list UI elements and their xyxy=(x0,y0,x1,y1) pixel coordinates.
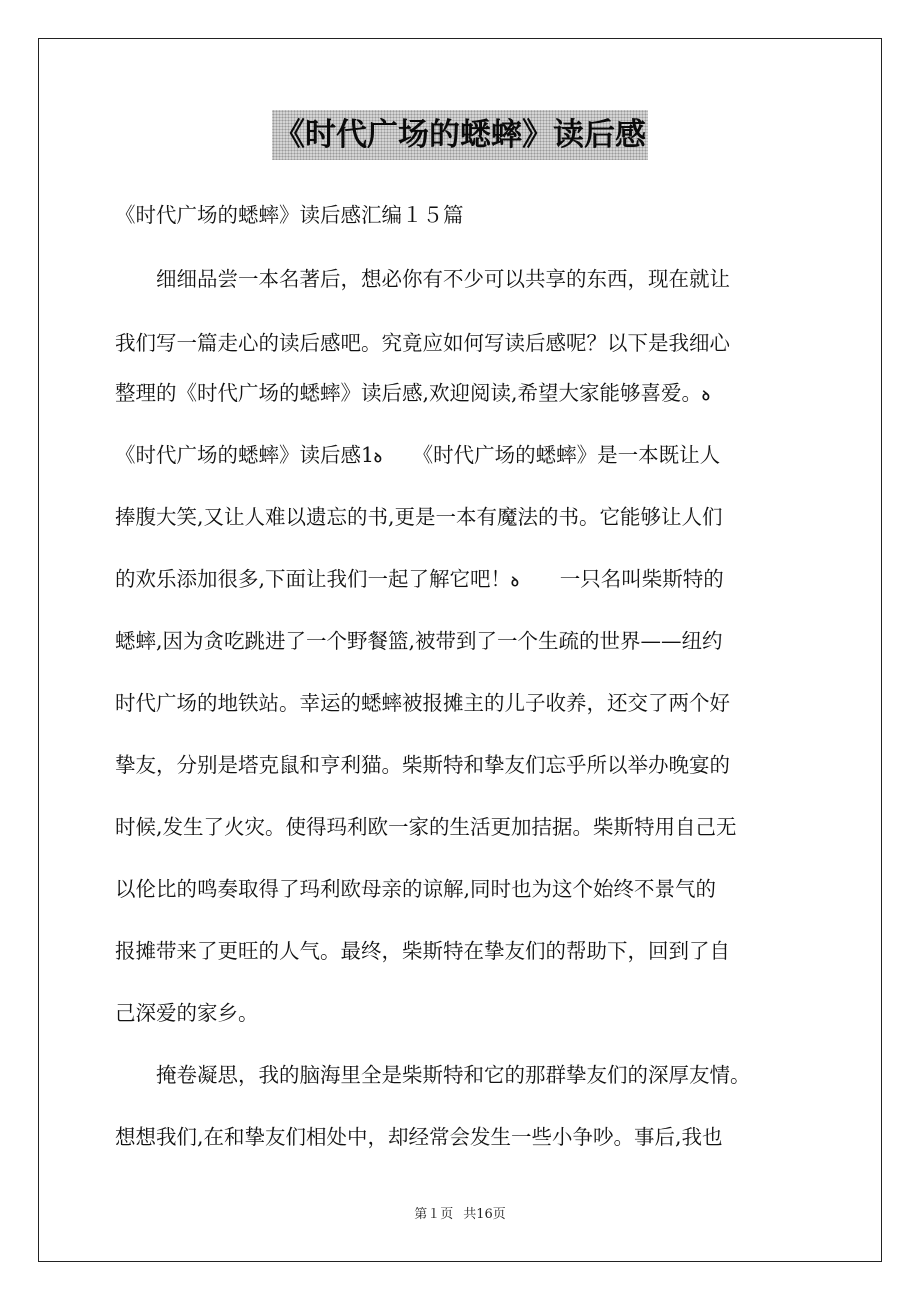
body-line-14: 掩卷凝思，我的脑海里全是柴斯特和它的那群挚友们的深厚友情。 xyxy=(115,1063,751,1087)
body-line-4 xyxy=(115,439,810,475)
section-heading-1: 《时代广场的蟋蟀》读后感1 xyxy=(115,443,375,467)
body-line-8: 时代广场的地铁站。幸运的蟋蟀被报摊主的儿子收养，还交了两个好 xyxy=(115,691,730,715)
paragraph-mark-icon: ꝺ xyxy=(374,451,382,466)
body-line-10: 时候,发生了火灾。使得玛利欧一家的生活更加拮据。柴斯特用自己无 xyxy=(115,815,737,839)
paragraph-mark-icon: ꝺ xyxy=(511,575,519,590)
body-line-6-text: 的欢乐添加很多,下面让我们一起了解它吧！ xyxy=(115,567,512,591)
page-number: 第１页 xyxy=(414,1207,454,1222)
body-line-15: 想想我们,在和挚友们相处中，却经常会发生一些小争吵。事后,我也 xyxy=(115,1125,723,1149)
body-line-3-text: 整理的《时代广场的蟋蟀》读后感,欢迎阅读,希望大家能够喜爱。 xyxy=(115,381,703,405)
paragraph-mark-icon: ꝺ xyxy=(702,389,710,404)
title-container xyxy=(0,110,920,160)
body-line-3 xyxy=(115,377,810,413)
page-footer xyxy=(0,1205,920,1225)
page-total: 共16页 xyxy=(463,1207,506,1222)
body-line-12: 报摊带来了更旺的人气。最终，柴斯特在挚友们的帮助下，回到了自 xyxy=(115,939,730,963)
document-subtitle: 《时代广场的蟋蟀》读后感汇编１５篇 xyxy=(115,203,464,227)
body-line-6-tail: 一只名叫柴斯特的 xyxy=(518,567,724,591)
body-line-1: 细细品尝一本名著后，想必你有不少可以共享的东西，现在就让 xyxy=(115,267,730,291)
document-title: 《时代广场的蟋蟀》读后感 xyxy=(272,110,648,160)
body-line-11: 以伦比的鸣奏取得了玛利欧母亲的谅解,同时也为这个始终不景气的 xyxy=(115,877,717,901)
body-line-13: 己深爱的家乡。 xyxy=(115,1001,259,1025)
body-line-7: 蟋蟀,因为贪吃跳进了一个野餐篮,被带到了一个生疏的世界——纽约 xyxy=(115,629,723,653)
body-line-9: 挚友，分别是塔克鼠和亨利猫。柴斯特和挚友们忘乎所以举办晚宴的 xyxy=(115,753,730,777)
body-line-4-text: 《时代广场的蟋蟀》是一本既让人 xyxy=(381,443,721,467)
body-line-5: 捧腹大笑,又让人难以遗忘的书,更是一本有魔法的书。它能够让人们 xyxy=(115,505,723,529)
body-line-2: 我们写一篇走心的读后感吧。究竟应如何写读后感呢？以下是我细心 xyxy=(115,331,730,355)
body-line-6 xyxy=(115,563,810,599)
